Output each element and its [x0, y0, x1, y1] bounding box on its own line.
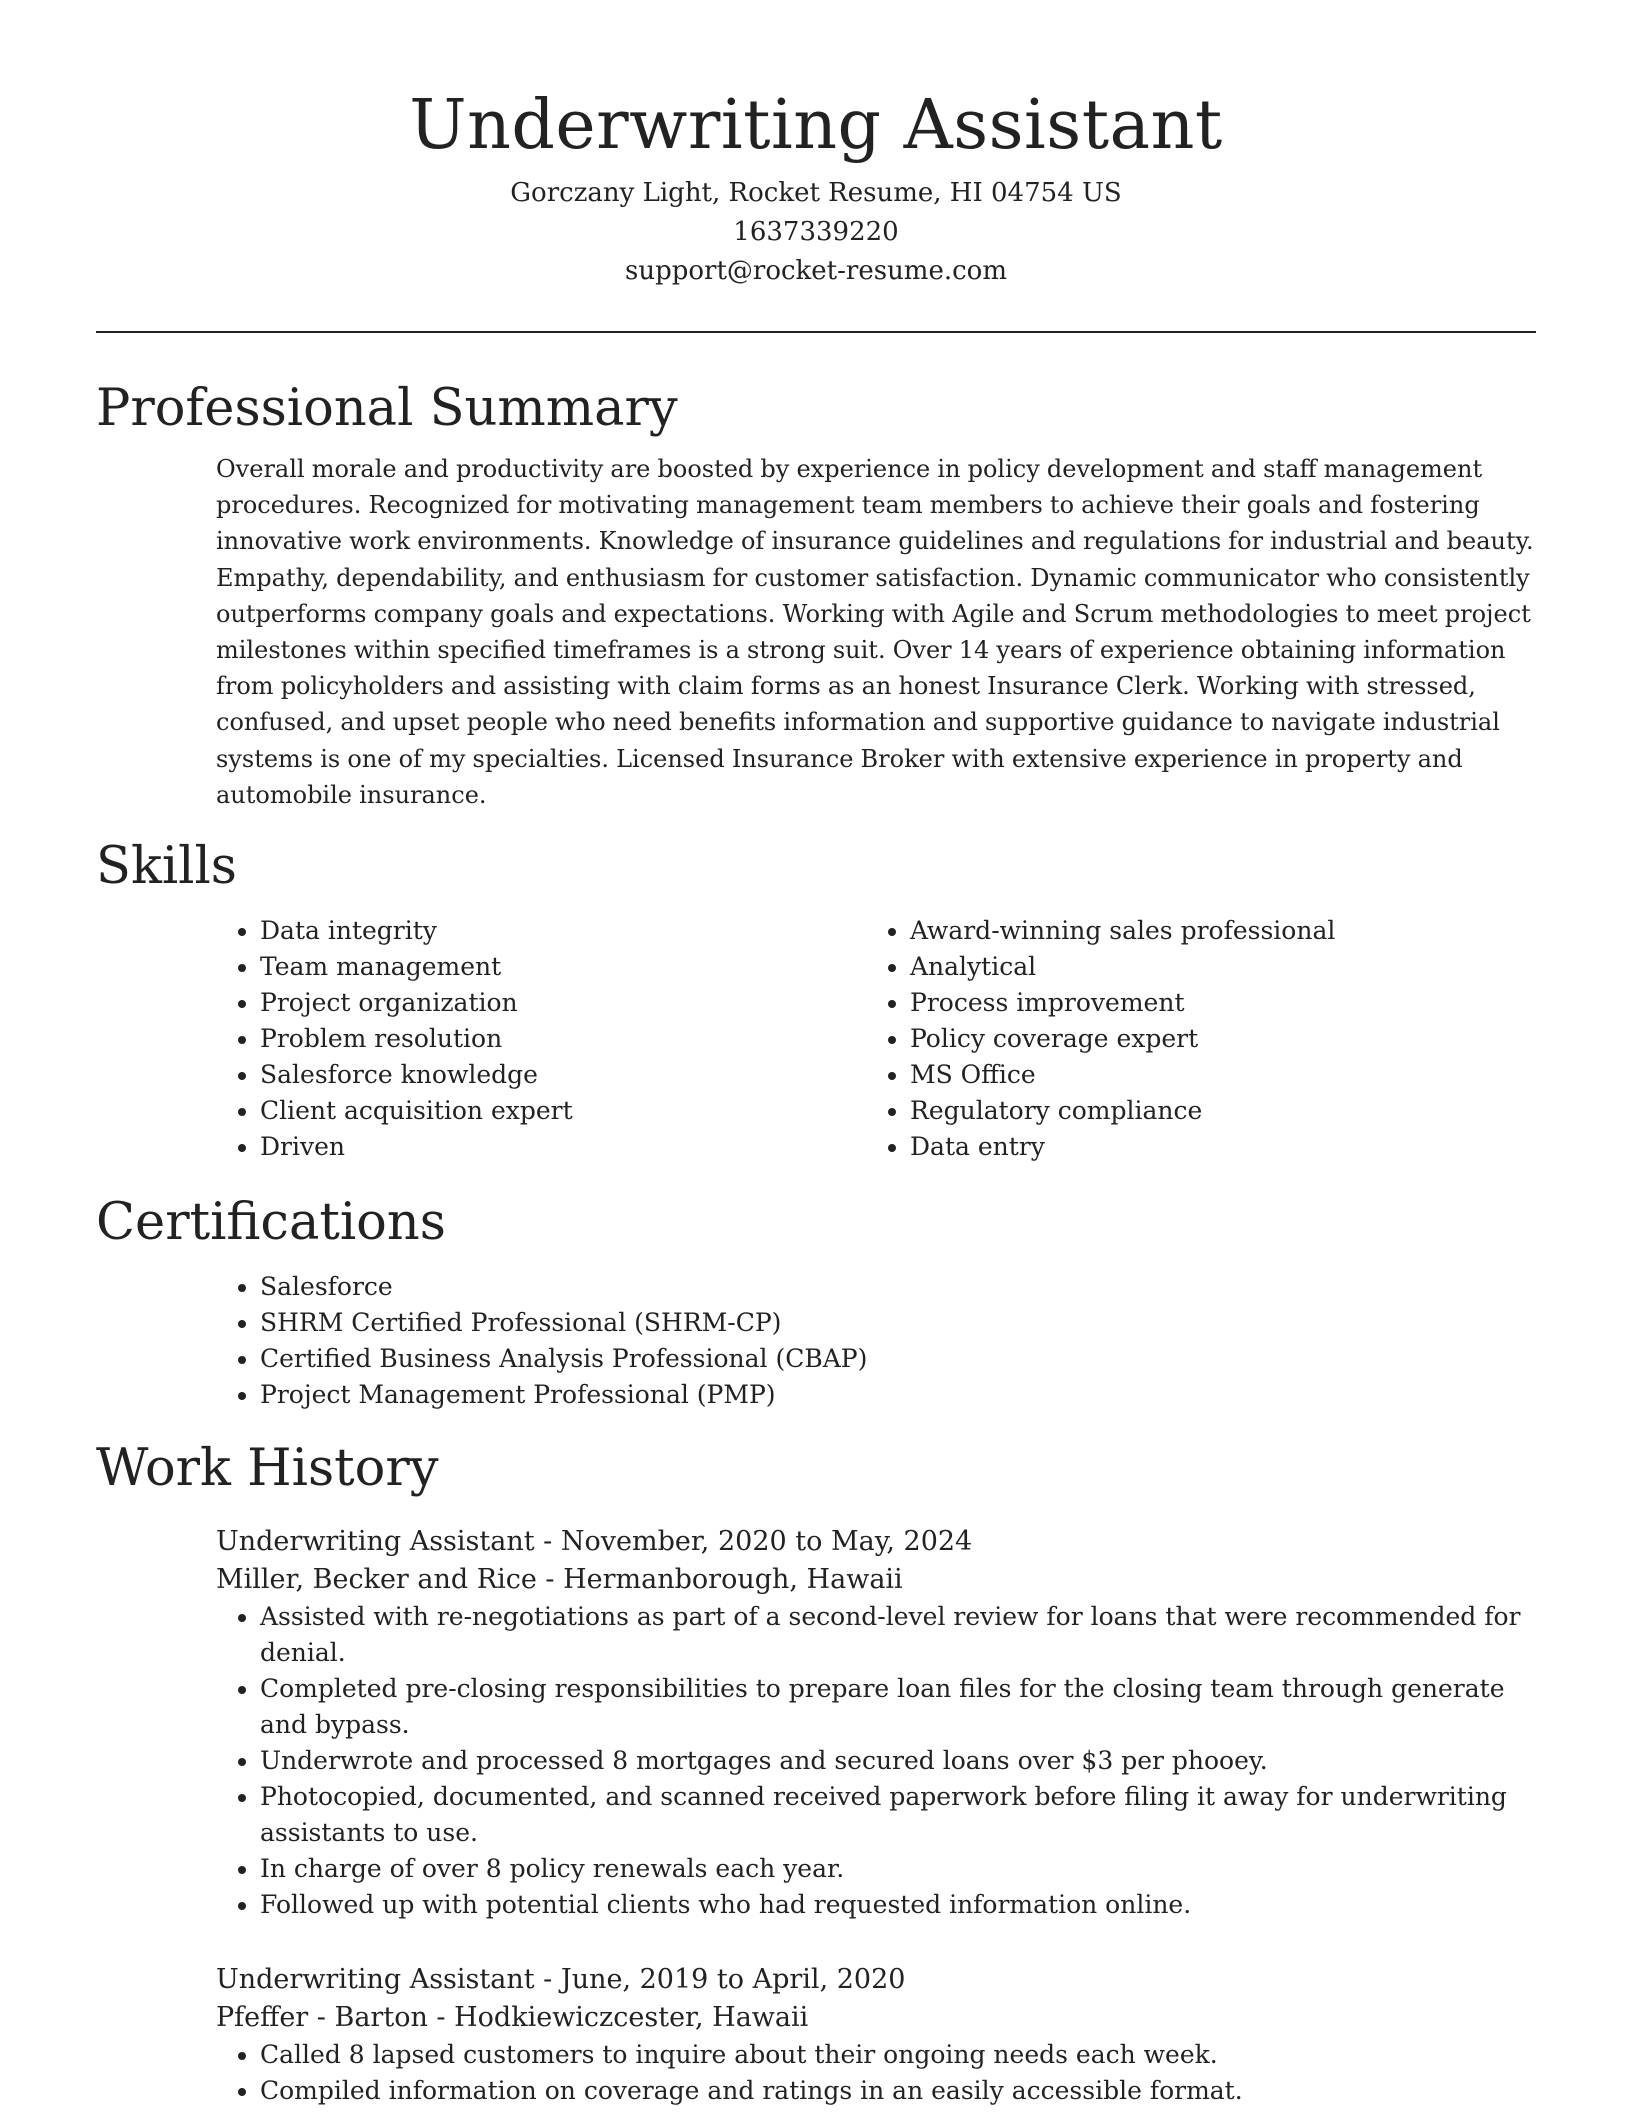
skill-item: • Problem resolution [260, 1021, 866, 1057]
job-title-dates: Underwriting Assistant - June, 2019 to April, 2020 [216, 1964, 906, 1996]
job-duty-item: • Compiled information on coverage and ratings in an easily accessible format. [260, 2073, 1536, 2109]
skill-item: • Data entry [910, 1129, 1516, 1165]
job-duty-item: • Photocopied, documented, and scanned received paperwork before filing it away for underwriting assistants to use. [260, 1779, 1536, 1851]
skill-item: • Data integrity [260, 913, 866, 949]
skill-item: • Policy coverage expert [910, 1021, 1516, 1057]
skill-item: • MS Office [910, 1057, 1516, 1093]
skill-item: • Client acquisition expert [260, 1093, 866, 1129]
job-duty-item: • Called 8 lapsed customers to inquire about their ongoing needs each week. [260, 2037, 1536, 2073]
job-duty-item: • Followed up with potential clients who had requested information online. [260, 1887, 1536, 1923]
work-history-section [96, 1437, 1536, 2109]
summary-section [96, 377, 1536, 813]
skills-section [96, 835, 1536, 1165]
skills-column-right [866, 913, 1516, 1165]
job-title-dates: Underwriting Assistant - November, 2020 to May, 2024 [216, 1526, 973, 1558]
summary-heading: Professional Summary [96, 379, 678, 438]
skill-item: • Driven [260, 1129, 866, 1165]
summary-text: Overall morale and productivity are boosted by experience in policy development and staff management procedures. Recognized for motivating management team members to achieve their goals and fostering innovative work environments. Knowledge of insurance guidelines and regulations for industrial and beauty. Empathy, dependability, and enthusiasm for customer satisfaction. Dynamic communicator who consistently outperforms company goals and expectations. Working with Agile and Scrum methodologies to meet project milestones within specified timeframes is a strong suit. Over 14 years of experience obtaining information from policyholders and assisting with claim forms as an honest Insurance Clerk. Working with stressed, confused, and upset people who need benefits information and supportive guidance to navigate industrial systems is one of my specialties. Licensed Insurance Broker with extensive experience in property and automobile insurance. [216, 455, 1534, 809]
skill-item: • Award-winning sales professional [910, 913, 1516, 949]
certification-item: • Project Management Professional (PMP) [260, 1377, 1536, 1413]
job-duty-item: • Assisted with re-negotiations as part of a second-level review for loans that were recommended for denial. [260, 1599, 1536, 1671]
work-history-heading: Work History [96, 1439, 439, 1499]
candidate-name: Underwriting Assistant [409, 86, 1223, 165]
resume-header [96, 0, 1536, 291]
job-duties-list [216, 1599, 1536, 1923]
skills-heading: Skills [96, 837, 237, 897]
job-duty-item: • Completed pre-closing responsibilities to prepare loan files for the closing team through generate and bypass. [260, 1671, 1536, 1743]
skill-item: • Project organization [260, 985, 866, 1021]
skill-item: • Process improvement [910, 985, 1516, 1021]
certification-item: • Salesforce [260, 1269, 1536, 1305]
certification-item: • SHRM Certified Professional (SHRM-CP) [260, 1305, 1536, 1341]
job-company-location: Miller, Becker and Rice - Hermanborough, Hawaii [216, 1564, 903, 1596]
skill-item: • Team management [260, 949, 866, 985]
certifications-heading: Certifications [96, 1193, 446, 1253]
contact-info [96, 174, 1536, 291]
contact-phone: 1637339220 [733, 217, 899, 247]
job-duties-list [216, 2037, 1536, 2109]
job-duty-item: • In charge of over 8 policy renewals each year. [260, 1851, 1536, 1887]
skills-column-left [216, 913, 866, 1165]
contact-address: Gorczany Light, Rocket Resume, HI 04754 US [510, 178, 1122, 208]
job-company-location: Pfeffer - Barton - Hodkiewiczcester, Hawaii [216, 2002, 809, 2034]
certification-item: • Certified Business Analysis Professional (CBAP) [260, 1341, 1536, 1377]
contact-email: support@rocket-resume.com [624, 256, 1007, 286]
resume-page [96, 0, 1536, 2109]
job-duty-item: • Underwrote and processed 8 mortgages and secured loans over $3 per phooey. [260, 1743, 1536, 1779]
job-entry [216, 1523, 1536, 1923]
skill-item: • Salesforce knowledge [260, 1057, 866, 1093]
skill-item: • Analytical [910, 949, 1516, 985]
skills-grid [216, 913, 1536, 1165]
certifications-section [96, 1191, 1536, 1413]
job-entry [216, 1961, 1536, 2109]
skill-item: • Regulatory compliance [910, 1093, 1516, 1129]
certifications-list [216, 1269, 1536, 1413]
header-divider [96, 331, 1536, 333]
